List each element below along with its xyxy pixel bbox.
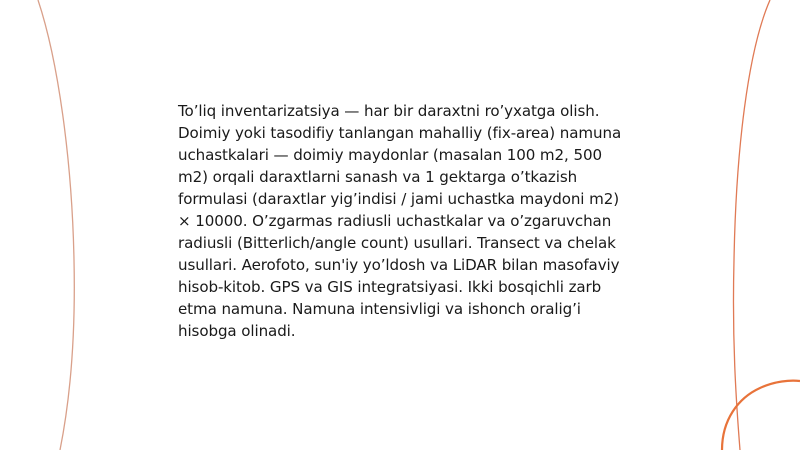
left-curve-line: [38, 0, 74, 450]
right-curve-line: [733, 0, 770, 450]
accent-arc: [722, 381, 800, 450]
slide-body-text: To’liq inventarizatsiya — har bir daraxtni ro’yxatga olish. Doimiy yoki tasodifiy tanlangan mahalliy (fix-area) namuna uchastkalari — doimiy maydonlar (masalan 100 m2, 500 m2) orqali daraxtlarni sanash va 1 gektarga o’tkazish formulasi (daraxtlar yig’indisi / jami uchastka maydoni m2) × 10000. O’zgarmas radiusli uchastkalar va o’zgaruvchan radiusli (Bitterlich/angle count) usullari. Transect va chelak usullari. Aerofoto, sun'iy yo’ldosh va LiDAR bilan masofaviy hisob-kitob. GPS va GIS integratsiyasi. Ikki bosqichli zarb etma namuna. Namuna intensivligi va ishonch oralig’i hisobga olinadi.: [178, 102, 622, 340]
